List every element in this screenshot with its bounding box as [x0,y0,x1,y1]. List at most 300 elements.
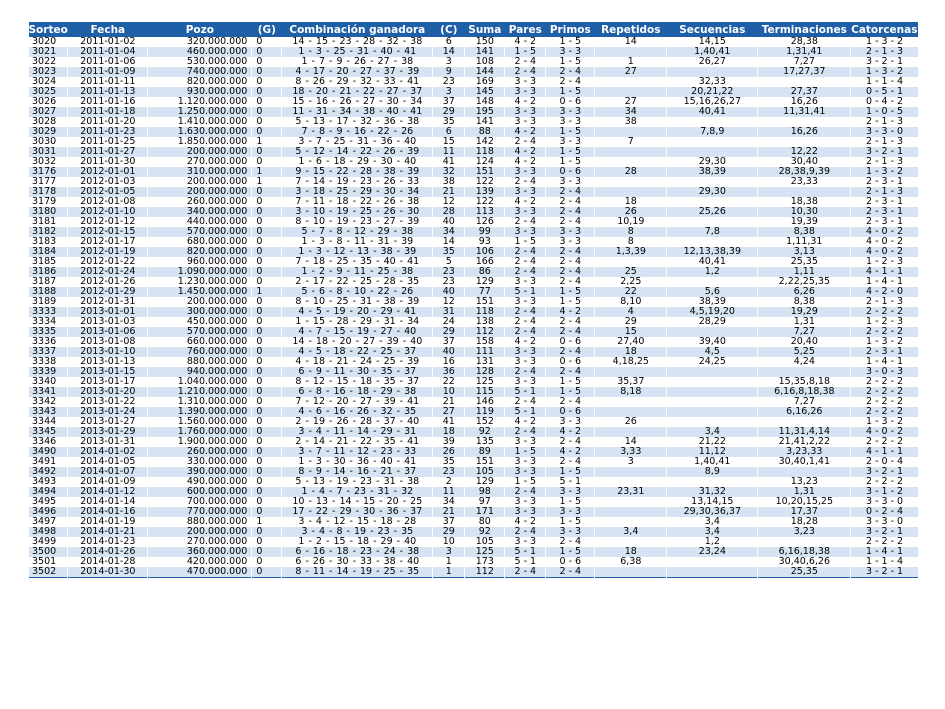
cell-c: 35 [433,117,465,127]
cell-terminaciones [758,187,851,197]
cell-pozo: 1.410.000.000 [148,117,252,127]
cell-catorcenas: 3 - 0 - 3 [851,367,918,377]
cell-g: 0 [252,447,282,457]
cell-catorcenas: 0 - 4 - 2 [851,97,918,107]
cell-pares: 2 - 4 [505,367,546,377]
cell-pares: 3 - 3 [505,77,546,87]
cell-pozo: 1.210.000.000 [148,387,252,397]
cell-g: 0 [252,97,282,107]
cell-combinacion: 4 - 6 - 16 - 26 - 32 - 35 [282,407,433,417]
cell-repetidos: 26 [595,207,667,217]
cell-secuencias: 8,9 [667,467,758,477]
cell-primos: 2 - 4 [546,187,595,197]
cell-sorteo: 3337 [29,347,68,357]
cell-secuencias: 24,25 [667,357,758,367]
table-row [29,557,918,567]
cell-c: 24 [433,317,465,327]
cell-repetidos: 10,19 [595,217,667,227]
cell-pares: 2 - 4 [505,257,546,267]
cell-repetidos: 18 [595,197,667,207]
cell-primos: 3 - 3 [546,417,595,427]
cell-pares: 3 - 3 [505,227,546,237]
cell-pares: 5 - 1 [505,407,546,417]
cell-fecha: 2014-01-19 [68,517,148,527]
cell-pares: 4 - 2 [505,147,546,157]
column-header-pares: Pares [505,22,546,37]
cell-suma: 115 [465,387,505,397]
cell-g: 0 [252,127,282,137]
cell-repetidos: 25 [595,267,667,277]
cell-pares: 2 - 4 [505,67,546,77]
cell-suma: 126 [465,217,505,227]
cell-repetidos [595,517,667,527]
cell-g: 0 [252,347,282,357]
cell-fecha: 2014-01-02 [68,447,148,457]
cell-terminaciones: 30,40,1,41 [758,457,851,467]
cell-repetidos: 15 [595,327,667,337]
cell-combinacion: 7 - 12 - 20 - 27 - 39 - 41 [282,397,433,407]
cell-repetidos [595,397,667,407]
cell-repetidos: 14 [595,437,667,447]
cell-pares: 2 - 4 [505,57,546,67]
cell-pozo: 260.000.000 [148,447,252,457]
cell-suma: 93 [465,237,505,247]
cell-terminaciones: 11,31,41 [758,107,851,117]
cell-sorteo: 3181 [29,217,68,227]
cell-sorteo: 3031 [29,147,68,157]
cell-fecha: 2013-01-06 [68,327,148,337]
cell-catorcenas: 2 - 1 - 3 [851,297,918,307]
cell-pozo: 200.000.000 [148,177,252,187]
cell-combinacion: 4 - 7 - 15 - 19 - 27 - 40 [282,327,433,337]
cell-combinacion: 17 - 22 - 29 - 30 - 36 - 37 [282,507,433,517]
cell-fecha: 2012-01-22 [68,257,148,267]
cell-combinacion: 3 - 7 - 11 - 12 - 23 - 33 [282,447,433,457]
cell-terminaciones: 8,38 [758,227,851,237]
cell-terminaciones: 30,40,6,26 [758,557,851,567]
cell-fecha: 2011-01-11 [68,77,148,87]
cell-repetidos: 4 [595,307,667,317]
cell-combinacion: 3 - 18 - 25 - 29 - 30 - 34 [282,187,433,197]
cell-primos: 2 - 4 [546,217,595,227]
cell-c: 23 [433,277,465,287]
cell-combinacion: 1 - 4 - 7 - 23 - 31 - 32 [282,487,433,497]
cell-fecha: 2012-01-05 [68,187,148,197]
cell-catorcenas: 4 - 2 - 0 [851,287,918,297]
cell-repetidos [595,427,667,437]
cell-pares: 4 - 2 [505,517,546,527]
cell-pozo: 940.000.000 [148,367,252,377]
cell-catorcenas: 1 - 1 - 4 [851,557,918,567]
cell-c: 40 [433,217,465,227]
cell-repetidos: 29 [595,317,667,327]
cell-pares: 3 - 3 [505,537,546,547]
cell-repetidos: 27,40 [595,337,667,347]
cell-suma: 125 [465,547,505,557]
cell-combinacion: 6 - 16 - 18 - 23 - 24 - 38 [282,547,433,557]
cell-pozo: 1.390.000.000 [148,407,252,417]
cell-fecha: 2012-01-01 [68,167,148,177]
cell-combinacion: 14 - 15 - 23 - 28 - 32 - 38 [282,37,433,47]
table-body [29,37,918,578]
cell-terminaciones: 7,27 [758,327,851,337]
cell-repetidos: 4,18,25 [595,357,667,367]
cell-primos: 3 - 3 [546,227,595,237]
cell-suma: 112 [465,567,505,578]
cell-suma: 151 [465,167,505,177]
cell-c: 40 [433,287,465,297]
cell-catorcenas: 3 - 2 - 1 [851,57,918,67]
cell-combinacion: 2 - 19 - 26 - 28 - 37 - 40 [282,417,433,427]
cell-g: 0 [252,157,282,167]
table-row [29,337,918,347]
cell-repetidos [595,537,667,547]
cell-pares: 3 - 3 [505,207,546,217]
cell-pozo: 460.000.000 [148,47,252,57]
cell-g: 1 [252,137,282,147]
cell-combinacion: 8 - 10 - 19 - 23 - 27 - 39 [282,217,433,227]
cell-pares: 4 - 2 [505,417,546,427]
cell-pares: 2 - 4 [505,307,546,317]
cell-repetidos [595,177,667,187]
table-row [29,377,918,387]
cell-primos: 1 - 5 [546,37,595,47]
cell-catorcenas: 1 - 2 - 3 [851,317,918,327]
cell-fecha: 2014-01-23 [68,537,148,547]
cell-pozo: 1.310.000.000 [148,397,252,407]
cell-catorcenas: 2 - 2 - 2 [851,397,918,407]
cell-pares: 4 - 2 [505,127,546,137]
table-row [29,407,918,417]
cell-c: 39 [433,437,465,447]
cell-catorcenas: 1 - 0 - 5 [851,107,918,117]
cell-secuencias: 21,22 [667,437,758,447]
cell-fecha: 2013-01-01 [68,307,148,317]
cell-combinacion: 18 - 20 - 21 - 22 - 27 - 37 [282,87,433,97]
cell-repetidos [595,47,667,57]
cell-c: 6 [433,127,465,137]
cell-g: 0 [252,367,282,377]
cell-suma: 148 [465,97,505,107]
cell-catorcenas: 1 - 4 - 1 [851,277,918,287]
cell-g: 0 [252,247,282,257]
cell-catorcenas: 3 - 1 - 2 [851,487,918,497]
cell-combinacion: 1 - 7 - 9 - 26 - 27 - 38 [282,57,433,67]
cell-sorteo: 3183 [29,237,68,247]
cell-terminaciones: 1,31 [758,487,851,497]
cell-terminaciones: 27,37 [758,87,851,97]
cell-pozo: 680.000.000 [148,237,252,247]
cell-combinacion: 10 - 13 - 14 - 15 - 20 - 25 [282,497,433,507]
cell-sorteo: 3184 [29,247,68,257]
table-row [29,467,918,477]
cell-secuencias [667,237,758,247]
cell-terminaciones: 19,29 [758,307,851,317]
cell-primos: 5 - 1 [546,477,595,487]
cell-pares: 2 - 4 [505,427,546,437]
cell-terminaciones: 3,13 [758,247,851,257]
cell-primos: 0 - 6 [546,407,595,417]
cell-pozo: 570.000.000 [148,227,252,237]
cell-fecha: 2011-01-13 [68,87,148,97]
cell-repetidos [595,567,667,578]
cell-sorteo: 3502 [29,567,68,578]
cell-pares: 2 - 4 [505,317,546,327]
cell-g: 0 [252,457,282,467]
cell-repetidos: 35,37 [595,377,667,387]
cell-catorcenas: 3 - 2 - 1 [851,467,918,477]
cell-terminaciones: 18,28 [758,517,851,527]
cell-suma: 158 [465,337,505,347]
cell-secuencias [667,177,758,187]
cell-pozo: 200.000.000 [148,147,252,157]
cell-terminaciones [758,117,851,127]
cell-g: 0 [252,77,282,87]
table-row [29,177,918,187]
cell-repetidos: 8,18 [595,387,667,397]
cell-secuencias [667,417,758,427]
table-row [29,47,918,57]
cell-secuencias: 1,2 [667,537,758,547]
table-row [29,227,918,237]
cell-c: 3 [433,547,465,557]
cell-c: 14 [433,237,465,247]
cell-pozo: 740.000.000 [148,67,252,77]
cell-repetidos: 8,10 [595,297,667,307]
cell-c: 34 [433,227,465,237]
cell-primos: 2 - 4 [546,197,595,207]
cell-pares: 5 - 1 [505,287,546,297]
cell-combinacion: 5 - 6 - 8 - 10 - 22 - 26 [282,287,433,297]
table-row [29,427,918,437]
cell-fecha: 2012-01-26 [68,277,148,287]
cell-terminaciones: 18,38 [758,197,851,207]
cell-sorteo: 3340 [29,377,68,387]
cell-sorteo: 3030 [29,137,68,147]
cell-pozo: 820.000.000 [148,77,252,87]
column-header-sorteo: Sorteo [28,23,68,36]
cell-terminaciones: 1,11,31 [758,237,851,247]
cell-c: 38 [433,177,465,187]
cell-secuencias: 32,33 [667,77,758,87]
cell-primos: 3 - 3 [546,487,595,497]
cell-c: 1 [433,567,465,578]
cell-repetidos [595,477,667,487]
table-row [29,207,918,217]
cell-fecha: 2011-01-27 [68,147,148,157]
cell-sorteo: 3186 [29,267,68,277]
cell-suma: 86 [465,267,505,277]
cell-terminaciones [758,417,851,427]
cell-suma: 171 [465,507,505,517]
table-row [29,497,918,507]
cell-combinacion: 1 - 6 - 18 - 29 - 30 - 40 [282,157,433,167]
cell-catorcenas: 3 - 3 - 0 [851,127,918,137]
cell-terminaciones: 30,40 [758,157,851,167]
cell-c: 12 [433,197,465,207]
cell-primos: 2 - 4 [546,277,595,287]
cell-fecha: 2012-01-03 [68,177,148,187]
cell-fecha: 2011-01-06 [68,57,148,67]
column-header-terminaciones: Terminaciones [758,22,851,37]
cell-secuencias: 3,4 [667,517,758,527]
cell-pozo: 880.000.000 [148,357,252,367]
cell-primos: 2 - 4 [546,567,595,578]
table-row [29,317,918,327]
cell-pozo: 1.900.000.000 [148,437,252,447]
cell-pares: 3 - 3 [505,107,546,117]
cell-g: 0 [252,187,282,197]
cell-c: 10 [433,387,465,397]
cell-g: 0 [252,407,282,417]
cell-primos: 2 - 4 [546,247,595,257]
cell-c: 6 [433,37,465,47]
cell-sorteo: 3500 [29,547,68,557]
cell-repetidos: 8 [595,227,667,237]
cell-secuencias [667,217,758,227]
cell-primos: 4 - 2 [546,307,595,317]
cell-g: 0 [252,547,282,557]
cell-c: 5 [433,257,465,267]
table-row [29,417,918,427]
cell-c: 35 [433,457,465,467]
table-row [29,527,918,537]
cell-g: 0 [252,537,282,547]
cell-terminaciones: 13,23 [758,477,851,487]
cell-catorcenas: 2 - 3 - 1 [851,347,918,357]
table-row [29,547,918,557]
table-row [29,487,918,497]
cell-c: 40 [433,347,465,357]
cell-combinacion: 1 - 15 - 28 - 29 - 31 - 34 [282,317,433,327]
cell-repetidos [595,187,667,197]
cell-catorcenas: 2 - 2 - 2 [851,307,918,317]
cell-c: 22 [433,377,465,387]
cell-secuencias [667,277,758,287]
cell-repetidos: 18 [595,547,667,557]
cell-primos: 2 - 4 [546,77,595,87]
cell-terminaciones: 28,38 [758,37,851,47]
cell-suma: 119 [465,407,505,417]
table-row [29,87,918,97]
table-row [29,37,918,47]
cell-primos: 1 - 5 [546,127,595,137]
cell-combinacion: 1 - 3 - 8 - 11 - 31 - 39 [282,237,433,247]
cell-combinacion: 4 - 5 - 19 - 20 - 29 - 41 [282,307,433,317]
cell-fecha: 2014-01-05 [68,457,148,467]
cell-catorcenas: 1 - 2 - 3 [851,257,918,267]
cell-repetidos [595,257,667,267]
cell-suma: 113 [465,207,505,217]
cell-pozo: 340.000.000 [148,207,252,217]
cell-sorteo: 3339 [29,367,68,377]
cell-repetidos: 28 [595,167,667,177]
cell-pozo: 310.000.000 [148,167,252,177]
cell-sorteo: 3026 [29,97,68,107]
cell-sorteo: 3501 [29,557,68,567]
cell-secuencias [667,387,758,397]
cell-suma: 108 [465,57,505,67]
cell-combinacion: 1 - 3 - 30 - 36 - 40 - 41 [282,457,433,467]
cell-catorcenas: 1 - 4 - 1 [851,547,918,557]
cell-sorteo: 3177 [29,177,68,187]
cell-repetidos [595,367,667,377]
cell-c: 12 [433,297,465,307]
cell-secuencias [667,367,758,377]
table-row [29,137,918,147]
cell-pares: 2 - 4 [505,487,546,497]
cell-primos: 4 - 2 [546,447,595,457]
table-row [29,257,918,267]
cell-pares: 3 - 3 [505,347,546,357]
cell-suma: 105 [465,537,505,547]
cell-pozo: 930.000.000 [148,87,252,97]
cell-g: 0 [252,497,282,507]
cell-g: 0 [252,427,282,437]
cell-catorcenas: 4 - 0 - 2 [851,247,918,257]
cell-fecha: 2013-01-31 [68,437,148,447]
cell-pozo: 420.000.000 [148,557,252,567]
cell-primos: 4 - 2 [546,427,595,437]
cell-fecha: 2014-01-07 [68,467,148,477]
cell-g: 0 [252,437,282,447]
cell-catorcenas: 2 - 2 - 2 [851,377,918,387]
cell-g: 0 [252,267,282,277]
cell-g: 0 [252,107,282,117]
cell-sorteo: 3188 [29,287,68,297]
cell-pozo: 200.000.000 [148,297,252,307]
cell-terminaciones: 3,23 [758,527,851,537]
cell-fecha: 2013-01-17 [68,377,148,387]
cell-pozo: 200.000.000 [148,527,252,537]
cell-g: 0 [252,307,282,317]
table-row [29,167,918,177]
cell-sorteo: 3494 [29,487,68,497]
cell-primos: 2 - 4 [546,537,595,547]
cell-fecha: 2011-01-25 [68,137,148,147]
cell-primos: 3 - 3 [546,117,595,127]
cell-suma: 141 [465,117,505,127]
cell-suma: 92 [465,527,505,537]
cell-c: 3 [433,87,465,97]
cell-suma: 89 [465,447,505,457]
cell-secuencias: 4,5 [667,347,758,357]
cell-suma: 118 [465,307,505,317]
cell-pozo: 1.850.000.000 [148,137,252,147]
column-header-suma: Suma [465,22,505,37]
column-header-primos: Primos [546,22,595,37]
cell-fecha: 2014-01-30 [68,567,148,578]
cell-secuencias: 1,40,41 [667,457,758,467]
cell-pares: 2 - 4 [505,397,546,407]
cell-pares: 2 - 4 [505,137,546,147]
cell-catorcenas: 2 - 3 - 1 [851,177,918,187]
cell-combinacion: 14 - 18 - 20 - 27 - 39 - 40 [282,337,433,347]
cell-combinacion: 3 - 4 - 12 - 15 - 18 - 28 [282,517,433,527]
cell-fecha: 2014-01-12 [68,487,148,497]
cell-sorteo: 3024 [29,77,68,87]
cell-fecha: 2013-01-15 [68,367,148,377]
cell-suma: 122 [465,177,505,187]
cell-combinacion: 11 - 31 - 34 - 38 - 40 - 41 [282,107,433,117]
cell-sorteo: 3344 [29,417,68,427]
cell-c: 11 [433,487,465,497]
cell-pozo: 1.560.000.000 [148,417,252,427]
cell-combinacion: 3 - 4 - 8 - 19 - 23 - 35 [282,527,433,537]
cell-secuencias: 12,13,38,39 [667,247,758,257]
cell-sorteo: 3025 [29,87,68,97]
cell-repetidos [595,87,667,97]
